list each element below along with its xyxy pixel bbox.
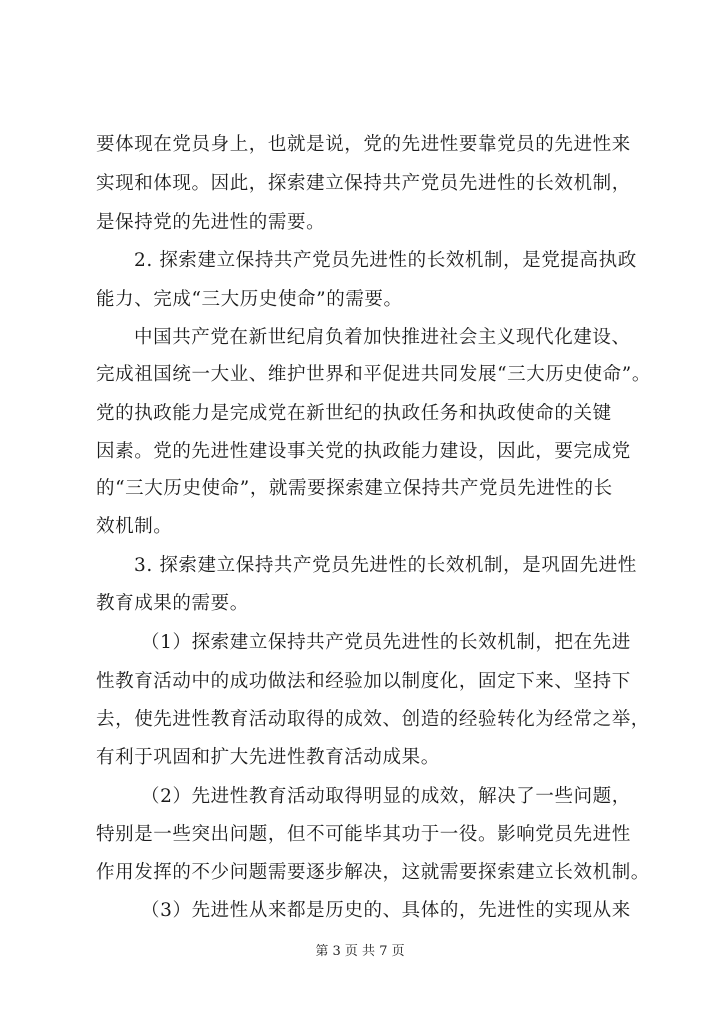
text-line: （3）先进性从来都是历史的、具体的，先进性的实现从来 xyxy=(141,900,631,921)
text-line: 有利于巩固和扩大先进性教育活动成果。 xyxy=(96,747,440,768)
text-line: 因素。党的先进性建设事关党的执政能力建设，因此，要完成党 xyxy=(96,441,631,462)
text-line: 效机制。 xyxy=(96,516,173,537)
text-line: 要体现在党员身上，也就是说，党的先进性要靠党员的先进性来 xyxy=(96,134,631,155)
text-line: 中国共产党在新世纪肩负着加快推进社会主义现代化建设、 xyxy=(134,327,631,348)
text-line: 特别是一些突出问题，但不可能毕其功于一役。影响党员先进性 xyxy=(96,824,631,845)
text-line: （1）探索建立保持共产党员先进性的长效机制，把在先进 xyxy=(141,632,631,653)
text-line: 去，使先进性教育活动取得的成效、创造的经验转化为经常之举， xyxy=(96,709,650,730)
text-line: 2. 探索建立保持共产党员先进性的长效机制，是党提高执政 xyxy=(134,250,637,271)
page-number-footer: 第 3 页 共 7 页 xyxy=(315,944,405,959)
text-line: 作用发挥的不少问题需要逐步解决，这就需要探索建立长效机制。 xyxy=(96,862,650,883)
text-line: 教育成果的需要。 xyxy=(96,593,249,614)
text-line: 3. 探索建立保持共产党员先进性的长效机制，是巩固先进性 xyxy=(134,555,637,576)
text-line: 的“三大历史使命”，就需要探索建立保持共产党员先进性的长 xyxy=(96,478,613,499)
text-line: 党的执政能力是完成党在新世纪的执政任务和执政使命的关键 xyxy=(96,403,612,424)
text-line: （2）先进性教育活动取得明显的成效，解决了一些问题， xyxy=(141,786,631,807)
text-line: 完成祖国统一大业、维护世界和平促进共同发展“三大历史使命”。 xyxy=(96,364,651,385)
text-line: 能力、完成“三大历史使命”的需要。 xyxy=(96,289,403,310)
text-line: 性教育活动中的成功做法和经验加以制度化，固定下来、坚持下 xyxy=(96,671,631,692)
text-line: 实现和体现。因此，探索建立保持共产党员先进性的长效机制， xyxy=(96,173,631,194)
text-line: 是保持党的先进性的需要。 xyxy=(96,212,326,233)
